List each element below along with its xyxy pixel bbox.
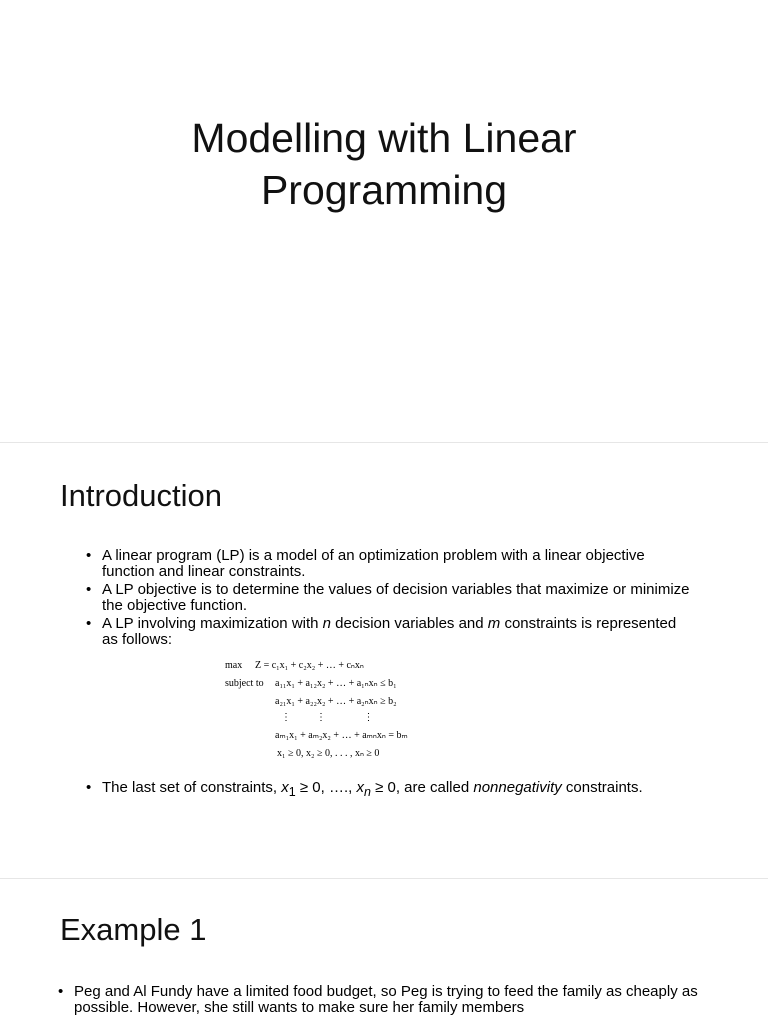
variable-n: n — [322, 615, 332, 632]
variable-m: m — [487, 615, 501, 632]
example-heading: Example 1 — [60, 912, 207, 947]
slide-title-line-1: Modelling with Linear — [191, 115, 577, 161]
formula-constraint-2: a₂₁x₁ + a₂₂x₂ + … + a₂ₙxₙ ≥ b₂ — [275, 696, 397, 707]
introduction-bullets-continued — [86, 780, 706, 802]
formula-constraint-1: a₁₁x₁ + a₁₂x₂ + … + a₁ₙxₙ ≤ b₁ — [275, 678, 397, 689]
introduction-heading: Introduction — [60, 478, 222, 513]
formula-subject-to-label: subject to — [225, 678, 264, 689]
bullet-text: A LP objective is to determine the values of decision variables that maximize or minimize the objective function. — [102, 581, 690, 614]
subscript: 1 — [288, 785, 296, 799]
subscript: n — [363, 785, 371, 799]
list-item — [58, 984, 738, 1016]
bullet-text: ≥ 0, are called — [370, 779, 474, 796]
formula-vertical-dots: ⋮ ⋮ ⋮ — [281, 712, 374, 723]
formula-objective: Z = c₁x₁ + c₂x₂ + … + cₙxₙ — [255, 660, 364, 671]
formula-max-label: max — [225, 660, 243, 671]
slide-divider — [0, 442, 768, 443]
formula-nonnegativity: x₁ ≥ 0, x₂ ≥ 0, . . . , xₙ ≥ 0 — [277, 748, 380, 759]
slide-divider — [0, 878, 768, 879]
slide-title-line-2: Programming — [260, 167, 508, 213]
variable-x1: x — [281, 779, 289, 796]
example-bullets — [58, 984, 738, 1018]
bullet-text: The last set of constraints, — [102, 779, 282, 796]
list-item — [86, 582, 696, 614]
bullet-text: constraints is represented as follows: — [102, 615, 677, 648]
bullet-text: A LP involving maximization with — [102, 615, 323, 632]
bullet-text: Peg and Al Fundy have a limited food budget, so Peg is trying to feed the family as cheaply as possible. However, she still wants to make sure her family members — [74, 983, 698, 1016]
introduction-bullets — [86, 548, 696, 650]
variable-xn: x — [356, 779, 364, 796]
bullet-text: A linear program (LP) is a model of an optimization problem with a linear objective function and linear constraints. — [102, 547, 645, 580]
slide-title — [0, 112, 768, 216]
bullet-text: decision variables and — [331, 615, 488, 632]
lp-formula — [225, 660, 425, 764]
list-item — [86, 780, 706, 800]
list-item — [86, 616, 696, 648]
bullet-text: constraints. — [561, 779, 643, 796]
list-item — [86, 548, 696, 580]
bullet-text: ≥ 0, …., — [295, 779, 357, 796]
formula-constraint-m: aₘ₁x₁ + aₘ₂x₂ + … + aₘₙxₙ = bₘ — [275, 730, 408, 741]
emphasis-text: nonnegativity — [473, 779, 562, 796]
